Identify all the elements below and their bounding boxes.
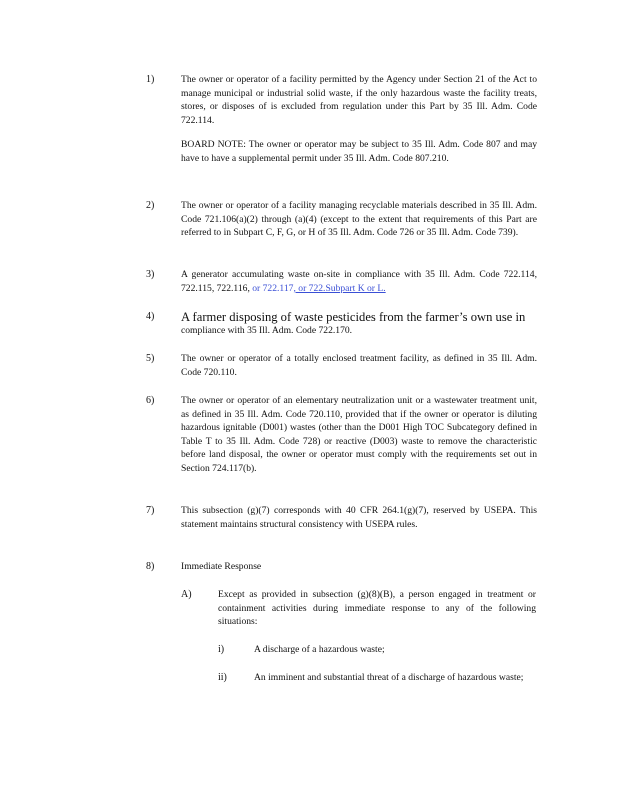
item-text: This subsection (g)(7) corresponds with 40 CFR 264.1(g)(7), reserved by USEPA. This statement maintains structural consistency with USEPA rules.	[181, 505, 537, 530]
item-text	[181, 268, 537, 295]
item-number: 3)	[146, 269, 155, 280]
item-number: 4)	[146, 311, 155, 322]
item-number: 5)	[146, 353, 155, 364]
item-text-large: A farmer disposing of waste pesticides from the farmer’s own use in	[181, 310, 526, 324]
board-note: BOARD NOTE: The owner or operator may be subject to 35 Ill. Adm. Code 807 and may have to have a supplemental permit under 35 Ill. Adm. Code 807.210.	[181, 139, 537, 164]
inserted-subpart-link[interactable]: , or 722.Subpart K or L.	[293, 282, 386, 294]
item-text-plain: A generator accumulating waste on-site in compliance with 35 Ill. Adm. Code 722.114, 722.115, 722.116,	[181, 269, 537, 294]
item-text: The owner or operator of a totally enclosed treatment facility, as defined in 35 Ill. Adm. Code 720.110.	[181, 353, 537, 378]
item-number: 6)	[146, 395, 155, 406]
item-number: 1)	[146, 74, 155, 85]
subitem-body: A discharge of a hazardous waste;	[254, 644, 385, 655]
subitem-label: ii)	[218, 672, 227, 683]
item-body	[181, 199, 537, 240]
item-text: The owner or operator of an elementary neutralization unit or a wastewater treatment unit, as defined in 35 Ill. Adm. Code 720.110, provided that if the owner or operator is diluting hazardous ignitable (D001) wastes (other than the D001 High TOC Subcategory defined in Table T to 35 Ill. Adm. Code 728) or reactive (D003) waste to remove the characteristic before land disposal, the owner or operator must comply with the requirements set out in Section 724.117(b).	[181, 395, 537, 474]
subitem-body: Except as provided in subsection (g)(8)(B), a person engaged in treatment or containment activities during immediate response to any of the following situations:	[218, 589, 536, 628]
item-number: 2)	[146, 200, 155, 211]
item-text: compliance with 35 Ill. Adm. Code 722.170.	[181, 325, 353, 336]
item-number: 7)	[146, 505, 155, 516]
item-body	[181, 394, 537, 476]
item-body	[181, 268, 537, 295]
subitem-body: An imminent and substantial threat of a discharge of hazardous waste;	[254, 672, 524, 683]
item-heading: Immediate Response	[181, 561, 262, 572]
item-number: 8)	[146, 561, 155, 572]
item-body	[181, 560, 537, 574]
item-body	[181, 352, 537, 379]
item-text: The owner or operator of a facility permitted by the Agency under Section 21 of the Act to manage municipal or industrial solid waste, if the only hazardous waste the facility treats, stores, or disposes of is excluded from regulation under this Part by 35 Ill. Adm. Code 722.114.	[181, 74, 537, 126]
item-body	[181, 73, 537, 166]
item-body	[181, 310, 537, 338]
subitem-label: i)	[218, 644, 225, 655]
item-text: The owner or operator of a facility managing recyclable materials described in 35 Ill. Adm. Code 721.106(a)(2) through (a)(4) (except to the extent that requirements of this Part are referred to in Subpart C, F, G, or H of 35 Ill. Adm. Code 726 or 35 Ill. Adm. Code 739).	[181, 200, 537, 239]
inserted-text-link[interactable]: or 722.117	[249, 282, 294, 294]
item-body	[181, 504, 537, 531]
subitem-label: A)	[181, 589, 192, 600]
